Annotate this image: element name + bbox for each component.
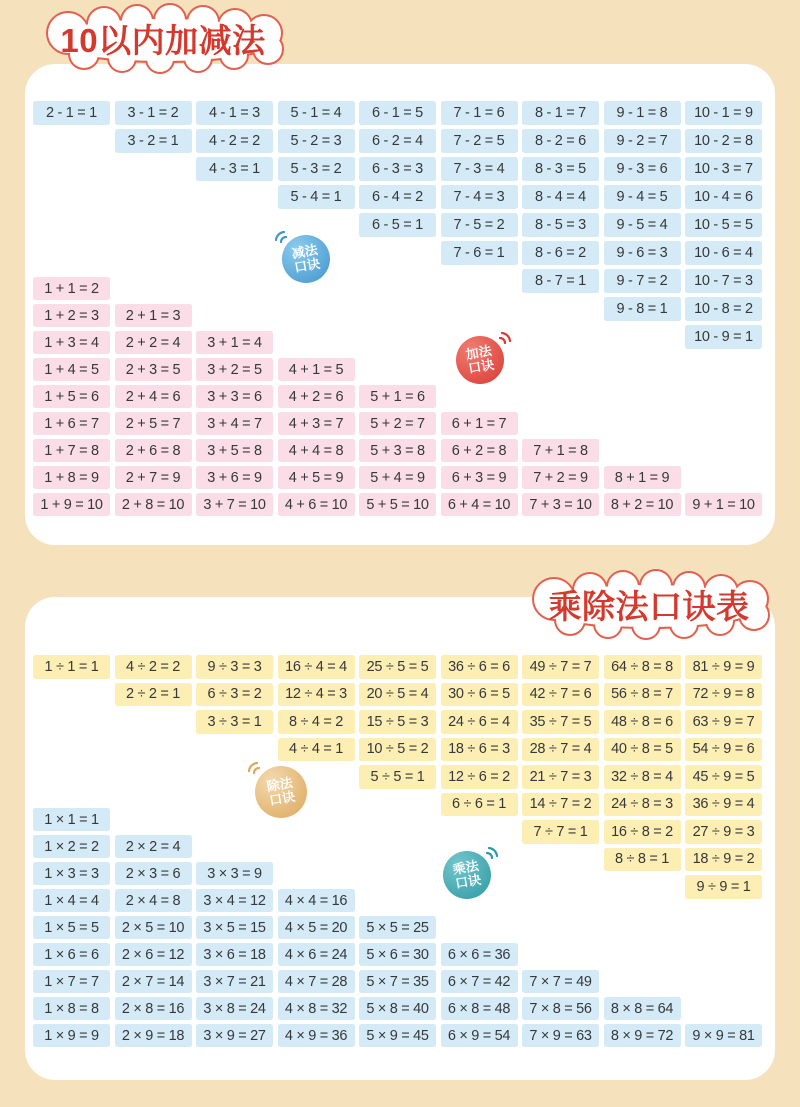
- equation-cell: 5 × 9 = 45: [359, 1024, 436, 1047]
- equation-cell: 2 × 2 = 4: [115, 835, 192, 858]
- equation-cell: 2 - 1 = 1: [33, 101, 110, 125]
- equation-cell: 1 × 3 = 3: [33, 862, 110, 885]
- equation-cell: 10 - 5 = 5: [685, 213, 762, 237]
- equation-cell: 63 ÷ 9 = 7: [685, 710, 762, 734]
- equation-cell: 6 - 2 = 4: [359, 129, 436, 153]
- multiplication-badge: [443, 851, 491, 899]
- equation-cell: 4 + 1 = 5: [278, 358, 355, 381]
- equation-cell: 9 - 8 = 1: [604, 297, 681, 321]
- equation-cell: 5 × 7 = 35: [359, 970, 436, 993]
- equation-cell: 3 + 3 = 6: [196, 385, 273, 408]
- equation-cell: 6 + 1 = 7: [441, 412, 518, 435]
- equation-cell: 7 - 4 = 3: [441, 185, 518, 209]
- equation-cell: 25 ÷ 5 = 5: [359, 655, 436, 679]
- equation-cell: 1 × 4 = 4: [33, 889, 110, 912]
- equation-cell: 7 - 6 = 1: [441, 241, 518, 265]
- badge-label: 加法: [464, 342, 493, 363]
- equation-cell: 1 + 6 = 7: [33, 412, 110, 435]
- equation-cell: 2 + 3 = 5: [115, 358, 192, 381]
- equation-cell: 4 + 5 = 9: [278, 466, 355, 489]
- equation-cell: 30 ÷ 6 = 5: [441, 683, 518, 707]
- equation-cell: 42 ÷ 7 = 6: [522, 683, 599, 707]
- equation-cell: 5 ÷ 5 = 1: [359, 765, 436, 789]
- multiplication-table: [33, 808, 762, 1047]
- equation-cell: 9 × 9 = 81: [685, 1024, 762, 1047]
- equation-cell: 4 - 1 = 3: [196, 101, 273, 125]
- equation-cell: 1 × 6 = 6: [33, 943, 110, 966]
- equation-cell: 8 - 6 = 2: [522, 241, 599, 265]
- equation-cell: 1 × 2 = 2: [33, 835, 110, 858]
- equation-cell: 3 + 7 = 10: [196, 493, 273, 516]
- equation-cell: 6 × 8 = 48: [441, 997, 518, 1020]
- equation-cell: 36 ÷ 6 = 6: [441, 655, 518, 679]
- equation-cell: 7 × 9 = 63: [522, 1024, 599, 1047]
- equation-cell: 2 + 1 = 3: [115, 304, 192, 327]
- equation-cell: 2 + 5 = 7: [115, 412, 192, 435]
- equation-cell: 7 + 2 = 9: [522, 466, 599, 489]
- equation-cell: 6 ÷ 3 = 2: [196, 683, 273, 707]
- equation-cell: 2 + 8 = 10: [115, 493, 192, 516]
- equation-cell: 7 × 7 = 49: [522, 970, 599, 993]
- badge-label: 口诀: [293, 255, 322, 276]
- equation-cell: 2 + 2 = 4: [115, 331, 192, 354]
- equation-cell: 5 + 2 = 7: [359, 412, 436, 435]
- equation-cell: 7 - 5 = 2: [441, 213, 518, 237]
- sound-waves-icon: [274, 230, 292, 248]
- equation-cell: 6 ÷ 6 = 1: [441, 793, 518, 817]
- equation-cell: 4 × 6 = 24: [278, 943, 355, 966]
- equation-cell: 8 - 4 = 4: [522, 185, 599, 209]
- equation-cell: 4 × 5 = 20: [278, 916, 355, 939]
- equation-cell: 48 ÷ 8 = 6: [604, 710, 681, 734]
- addition-table: [33, 277, 762, 516]
- equation-cell: 6 - 5 = 1: [359, 213, 436, 237]
- sound-waves-icon: [247, 761, 265, 779]
- equation-cell: 3 + 1 = 4: [196, 331, 273, 354]
- equation-cell: 6 + 2 = 8: [441, 439, 518, 462]
- equation-cell: 3 × 4 = 12: [196, 889, 273, 912]
- equation-cell: 7 - 1 = 6: [441, 101, 518, 125]
- equation-cell: 5 - 4 = 1: [278, 185, 355, 209]
- equation-cell: 10 - 8 = 2: [685, 297, 762, 321]
- equation-cell: 40 ÷ 8 = 5: [604, 738, 681, 762]
- equation-cell: 4 + 2 = 6: [278, 385, 355, 408]
- equation-cell: 7 + 1 = 8: [522, 439, 599, 462]
- equation-cell: 15 ÷ 5 = 3: [359, 710, 436, 734]
- equation-cell: 3 - 2 = 1: [115, 129, 192, 153]
- equation-cell: 5 × 5 = 25: [359, 916, 436, 939]
- equation-cell: 9 - 1 = 8: [604, 101, 681, 125]
- equation-cell: 27 ÷ 9 = 3: [685, 820, 762, 844]
- equation-cell: 81 ÷ 9 = 9: [685, 655, 762, 679]
- badge-label: 口诀: [454, 871, 483, 892]
- equation-cell: 64 ÷ 8 = 8: [604, 655, 681, 679]
- equation-cell: 8 ÷ 8 = 1: [604, 848, 681, 872]
- equation-cell: 4 ÷ 4 = 1: [278, 738, 355, 762]
- equation-cell: 4 ÷ 2 = 2: [115, 655, 192, 679]
- equation-cell: 3 × 5 = 15: [196, 916, 273, 939]
- equation-cell: 2 + 7 = 9: [115, 466, 192, 489]
- equation-cell: 24 ÷ 6 = 4: [441, 710, 518, 734]
- equation-cell: 8 ÷ 4 = 2: [278, 710, 355, 734]
- equation-cell: 9 + 1 = 10: [685, 493, 762, 516]
- equation-cell: 10 - 9 = 1: [685, 325, 762, 349]
- equation-cell: 14 ÷ 7 = 2: [522, 793, 599, 817]
- equation-cell: 2 + 6 = 8: [115, 439, 192, 462]
- equation-cell: 5 - 1 = 4: [278, 101, 355, 125]
- equation-cell: 9 - 5 = 4: [604, 213, 681, 237]
- equation-cell: 1 × 8 = 8: [33, 997, 110, 1020]
- equation-cell: 4 - 2 = 2: [196, 129, 273, 153]
- equation-cell: 12 ÷ 4 = 3: [278, 683, 355, 707]
- equation-cell: 9 ÷ 3 = 3: [196, 655, 273, 679]
- equation-cell: 6 × 6 = 36: [441, 943, 518, 966]
- title-cloud-multiply-divide: [518, 570, 780, 640]
- equation-cell: 4 × 4 = 16: [278, 889, 355, 912]
- equation-cell: 36 ÷ 9 = 4: [685, 793, 762, 817]
- badge-label: 减法: [290, 241, 319, 262]
- equation-cell: 9 - 2 = 7: [604, 129, 681, 153]
- equation-cell: 1 ÷ 1 = 1: [33, 655, 110, 679]
- equation-cell: 2 × 5 = 10: [115, 916, 192, 939]
- equation-cell: 4 + 4 = 8: [278, 439, 355, 462]
- equation-cell: 10 - 7 = 3: [685, 269, 762, 293]
- equation-cell: 6 - 3 = 3: [359, 157, 436, 181]
- equation-cell: 12 ÷ 6 = 2: [441, 765, 518, 789]
- equation-cell: 7 - 2 = 5: [441, 129, 518, 153]
- equation-cell: 3 × 6 = 18: [196, 943, 273, 966]
- badge-label: 口诀: [268, 788, 297, 809]
- equation-cell: 1 × 7 = 7: [33, 970, 110, 993]
- equation-cell: 7 - 3 = 4: [441, 157, 518, 181]
- equation-cell: 8 - 7 = 1: [522, 269, 599, 293]
- equation-cell: 4 + 6 = 10: [278, 493, 355, 516]
- equation-cell: 2 × 8 = 16: [115, 997, 192, 1020]
- equation-cell: 72 ÷ 9 = 8: [685, 683, 762, 707]
- card2-title: 乘除法口诀表: [548, 587, 750, 625]
- equation-cell: 4 × 8 = 32: [278, 997, 355, 1020]
- equation-cell: 6 + 4 = 10: [441, 493, 518, 516]
- equation-cell: 1 + 5 = 6: [33, 385, 110, 408]
- equation-cell: 5 + 3 = 8: [359, 439, 436, 462]
- equation-cell: 8 × 9 = 72: [604, 1024, 681, 1047]
- equation-cell: 1 + 9 = 10: [33, 493, 110, 516]
- equation-cell: 20 ÷ 5 = 4: [359, 683, 436, 707]
- equation-cell: 2 ÷ 2 = 1: [115, 683, 192, 707]
- title-cloud-add-subtract: [32, 4, 294, 74]
- equation-cell: 1 + 2 = 3: [33, 304, 110, 327]
- equation-cell: 16 ÷ 4 = 4: [278, 655, 355, 679]
- equation-cell: 6 + 3 = 9: [441, 466, 518, 489]
- equation-cell: 8 - 2 = 6: [522, 129, 599, 153]
- equation-cell: 35 ÷ 7 = 5: [522, 710, 599, 734]
- equation-cell: 3 + 4 = 7: [196, 412, 273, 435]
- equation-cell: 1 + 3 = 4: [33, 331, 110, 354]
- card1-title: 10以内加减法: [60, 21, 266, 59]
- equation-cell: 4 - 3 = 1: [196, 157, 273, 181]
- equation-cell: 3 × 7 = 21: [196, 970, 273, 993]
- equation-cell: 6 - 1 = 5: [359, 101, 436, 125]
- equation-cell: 4 × 9 = 36: [278, 1024, 355, 1047]
- equation-cell: 6 - 4 = 2: [359, 185, 436, 209]
- equation-cell: 8 + 2 = 10: [604, 493, 681, 516]
- equation-cell: 1 × 1 = 1: [33, 808, 110, 831]
- equation-cell: 10 - 2 = 8: [685, 129, 762, 153]
- equation-cell: 5 + 1 = 6: [359, 385, 436, 408]
- equation-cell: 5 - 2 = 3: [278, 129, 355, 153]
- equation-cell: 16 ÷ 8 = 2: [604, 820, 681, 844]
- equation-cell: 3 + 6 = 9: [196, 466, 273, 489]
- equation-cell: 2 × 7 = 14: [115, 970, 192, 993]
- equation-cell: 10 - 3 = 7: [685, 157, 762, 181]
- equation-cell: 9 - 6 = 3: [604, 241, 681, 265]
- equation-cell: 45 ÷ 9 = 5: [685, 765, 762, 789]
- subtraction-badge: [282, 235, 330, 283]
- equation-cell: 1 + 8 = 9: [33, 466, 110, 489]
- equation-cell: 1 + 7 = 8: [33, 439, 110, 462]
- equation-cell: 2 × 3 = 6: [115, 862, 192, 885]
- division-badge: [255, 766, 307, 818]
- equation-cell: 18 ÷ 6 = 3: [441, 738, 518, 762]
- equation-cell: 3 ÷ 3 = 1: [196, 710, 273, 734]
- equation-cell: 4 + 3 = 7: [278, 412, 355, 435]
- equation-cell: 18 ÷ 9 = 2: [685, 848, 762, 872]
- equation-cell: 10 ÷ 5 = 2: [359, 738, 436, 762]
- equation-cell: 28 ÷ 7 = 4: [522, 738, 599, 762]
- equation-cell: 9 - 3 = 6: [604, 157, 681, 181]
- equation-cell: 6 × 9 = 54: [441, 1024, 518, 1047]
- equation-cell: 21 ÷ 7 = 3: [522, 765, 599, 789]
- badge-label: 乘法: [451, 857, 480, 878]
- addition-badge: [456, 336, 504, 384]
- equation-cell: 2 × 4 = 8: [115, 889, 192, 912]
- equation-cell: 9 - 4 = 5: [604, 185, 681, 209]
- equation-cell: 8 - 3 = 5: [522, 157, 599, 181]
- equation-cell: 7 + 3 = 10: [522, 493, 599, 516]
- equation-cell: 4 × 7 = 28: [278, 970, 355, 993]
- equation-cell: 49 ÷ 7 = 7: [522, 655, 599, 679]
- equation-cell: 3 + 5 = 8: [196, 439, 273, 462]
- sound-waves-icon: [494, 331, 512, 349]
- equation-cell: 5 + 4 = 9: [359, 466, 436, 489]
- equation-cell: 5 × 6 = 30: [359, 943, 436, 966]
- equation-cell: 1 + 4 = 5: [33, 358, 110, 381]
- equation-cell: 8 × 8 = 64: [604, 997, 681, 1020]
- equation-cell: 5 + 5 = 10: [359, 493, 436, 516]
- equation-cell: 24 ÷ 8 = 3: [604, 793, 681, 817]
- equation-cell: 2 × 9 = 18: [115, 1024, 192, 1047]
- equation-cell: 3 × 9 = 27: [196, 1024, 273, 1047]
- equation-cell: 32 ÷ 8 = 4: [604, 765, 681, 789]
- equation-cell: 10 - 1 = 9: [685, 101, 762, 125]
- equation-cell: 9 ÷ 9 = 1: [685, 875, 762, 899]
- equation-cell: 3 + 2 = 5: [196, 358, 273, 381]
- equation-cell: 8 - 5 = 3: [522, 213, 599, 237]
- equation-cell: 8 + 1 = 9: [604, 466, 681, 489]
- equation-cell: 1 + 1 = 2: [33, 277, 110, 300]
- equation-cell: 2 + 4 = 6: [115, 385, 192, 408]
- equation-cell: 2 × 6 = 12: [115, 943, 192, 966]
- equation-cell: 54 ÷ 9 = 6: [685, 738, 762, 762]
- badge-label: 除法: [265, 774, 294, 795]
- equation-cell: 3 × 8 = 24: [196, 997, 273, 1020]
- equation-cell: 1 × 9 = 9: [33, 1024, 110, 1047]
- equation-cell: 3 × 3 = 9: [196, 862, 273, 885]
- equation-cell: 56 ÷ 8 = 7: [604, 683, 681, 707]
- equation-cell: 7 ÷ 7 = 1: [522, 820, 599, 844]
- equation-cell: 5 - 3 = 2: [278, 157, 355, 181]
- equation-cell: 10 - 4 = 6: [685, 185, 762, 209]
- equation-cell: 6 × 7 = 42: [441, 970, 518, 993]
- equation-cell: 7 × 8 = 56: [522, 997, 599, 1020]
- equation-cell: 8 - 1 = 7: [522, 101, 599, 125]
- equation-cell: 10 - 6 = 4: [685, 241, 762, 265]
- equation-cell: 5 × 8 = 40: [359, 997, 436, 1020]
- equation-cell: 1 × 5 = 5: [33, 916, 110, 939]
- badge-label: 口诀: [467, 356, 496, 377]
- equation-cell: 3 - 1 = 2: [115, 101, 192, 125]
- sound-waves-icon: [481, 846, 499, 864]
- equation-cell: 9 - 7 = 2: [604, 269, 681, 293]
